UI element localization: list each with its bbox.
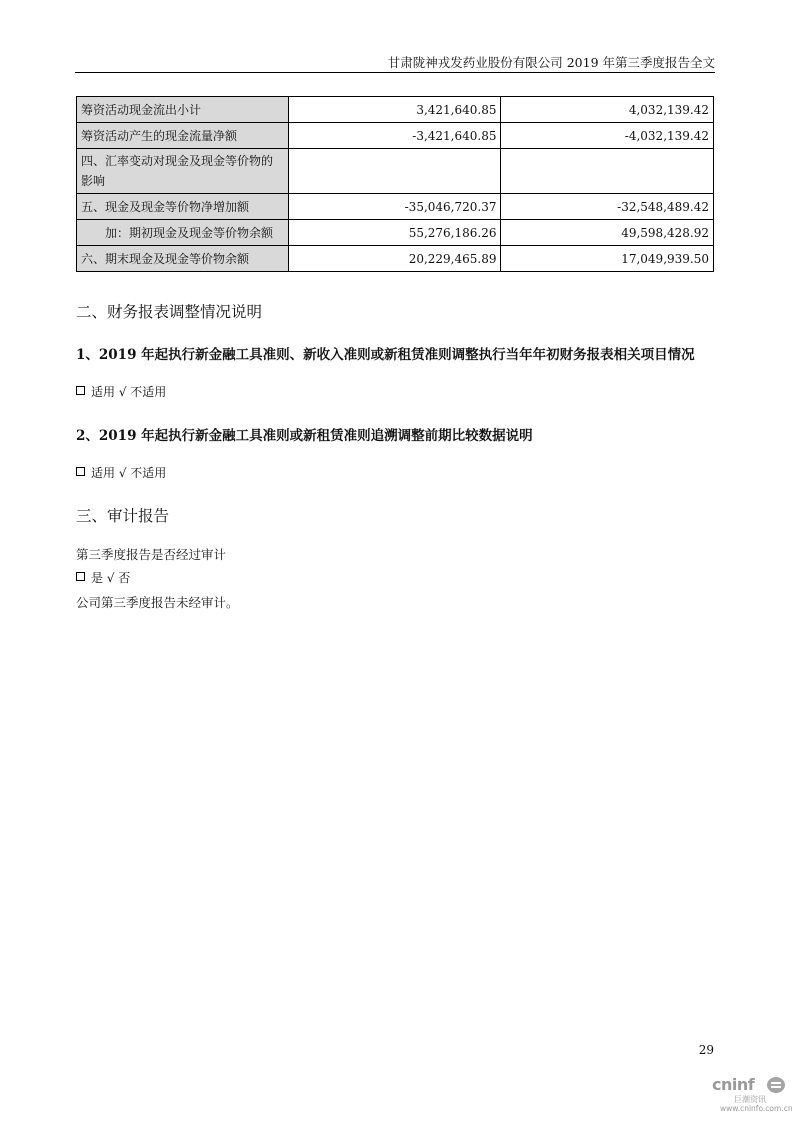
row-label: 筹资活动产生的现金流量净额: [77, 123, 289, 149]
document-header-title: 甘肃陇神戎发药业股份有限公司 2019 年第三季度报告全文: [387, 55, 715, 70]
section-2-item-1-heading: 1、2019 年起执行新金融工具准则、新收入准则或新租赁准则调整执行当年年初财务报表相关项目情况: [76, 347, 695, 363]
section-3-heading: 三、审计报告: [76, 507, 170, 525]
option-text: 适用 √ 不适用: [91, 466, 167, 480]
row-previous-value: -32,548,489.42: [501, 194, 714, 220]
audit-statement: 公司第三季度报告未经审计。: [76, 595, 239, 610]
audit-option: [76, 569, 130, 586]
header-divider: [75, 72, 715, 73]
row-current-value: -35,046,720.37: [288, 194, 501, 220]
logo-wordmark: cninf: [712, 1075, 755, 1094]
cninfo-logo: [712, 1075, 793, 1115]
section-2-item-1-option: [76, 383, 166, 400]
option-text: 适用 √ 不适用: [91, 385, 167, 399]
option-text: 是 √ 否: [91, 571, 131, 585]
table-row: [77, 97, 714, 123]
table-row: [77, 220, 714, 246]
checkbox-icon: [76, 386, 85, 395]
logo-chinese-text: 巨潮资讯: [734, 1095, 766, 1104]
table-row: [77, 194, 714, 220]
logo-emblem-icon: [767, 1077, 785, 1093]
cash-flow-table: [76, 96, 714, 272]
logo-url-text: www.cninfo.com.cn: [720, 1104, 793, 1113]
table-row: [77, 149, 714, 194]
table-row: [77, 123, 714, 149]
row-label: 四、汇率变动对现金及现金等价物的影响: [77, 149, 289, 194]
row-current-value: [288, 149, 501, 194]
row-current-value: -3,421,640.85: [288, 123, 501, 149]
row-label: 六、期末现金及现金等价物余额: [77, 246, 289, 272]
row-current-value: 55,276,186.26: [288, 220, 501, 246]
checkbox-icon: [76, 572, 85, 581]
row-previous-value: [501, 149, 714, 194]
row-previous-value: 4,032,139.42: [501, 97, 714, 123]
checkbox-icon: [76, 467, 85, 476]
audit-question: 第三季度报告是否经过审计: [76, 547, 227, 562]
row-current-value: 20,229,465.89: [288, 246, 501, 272]
row-current-value: 3,421,640.85: [288, 97, 501, 123]
row-label: 加：期初现金及现金等价物余额: [77, 220, 289, 246]
row-previous-value: 49,598,428.92: [501, 220, 714, 246]
table-row: [77, 246, 714, 272]
section-2-heading: 二、财务报表调整情况说明: [76, 303, 263, 321]
section-2-item-2-option: [76, 464, 166, 481]
row-label: 筹资活动现金流出小计: [77, 97, 289, 123]
row-label: 五、现金及现金等价物净增加额: [77, 194, 289, 220]
row-previous-value: 17,049,939.50: [501, 246, 714, 272]
row-previous-value: -4,032,139.42: [501, 123, 714, 149]
page-number: 29: [698, 1043, 714, 1057]
section-2-item-2-heading: 2、2019 年起执行新金融工具准则或新租赁准则追溯调整前期比较数据说明: [76, 428, 533, 444]
